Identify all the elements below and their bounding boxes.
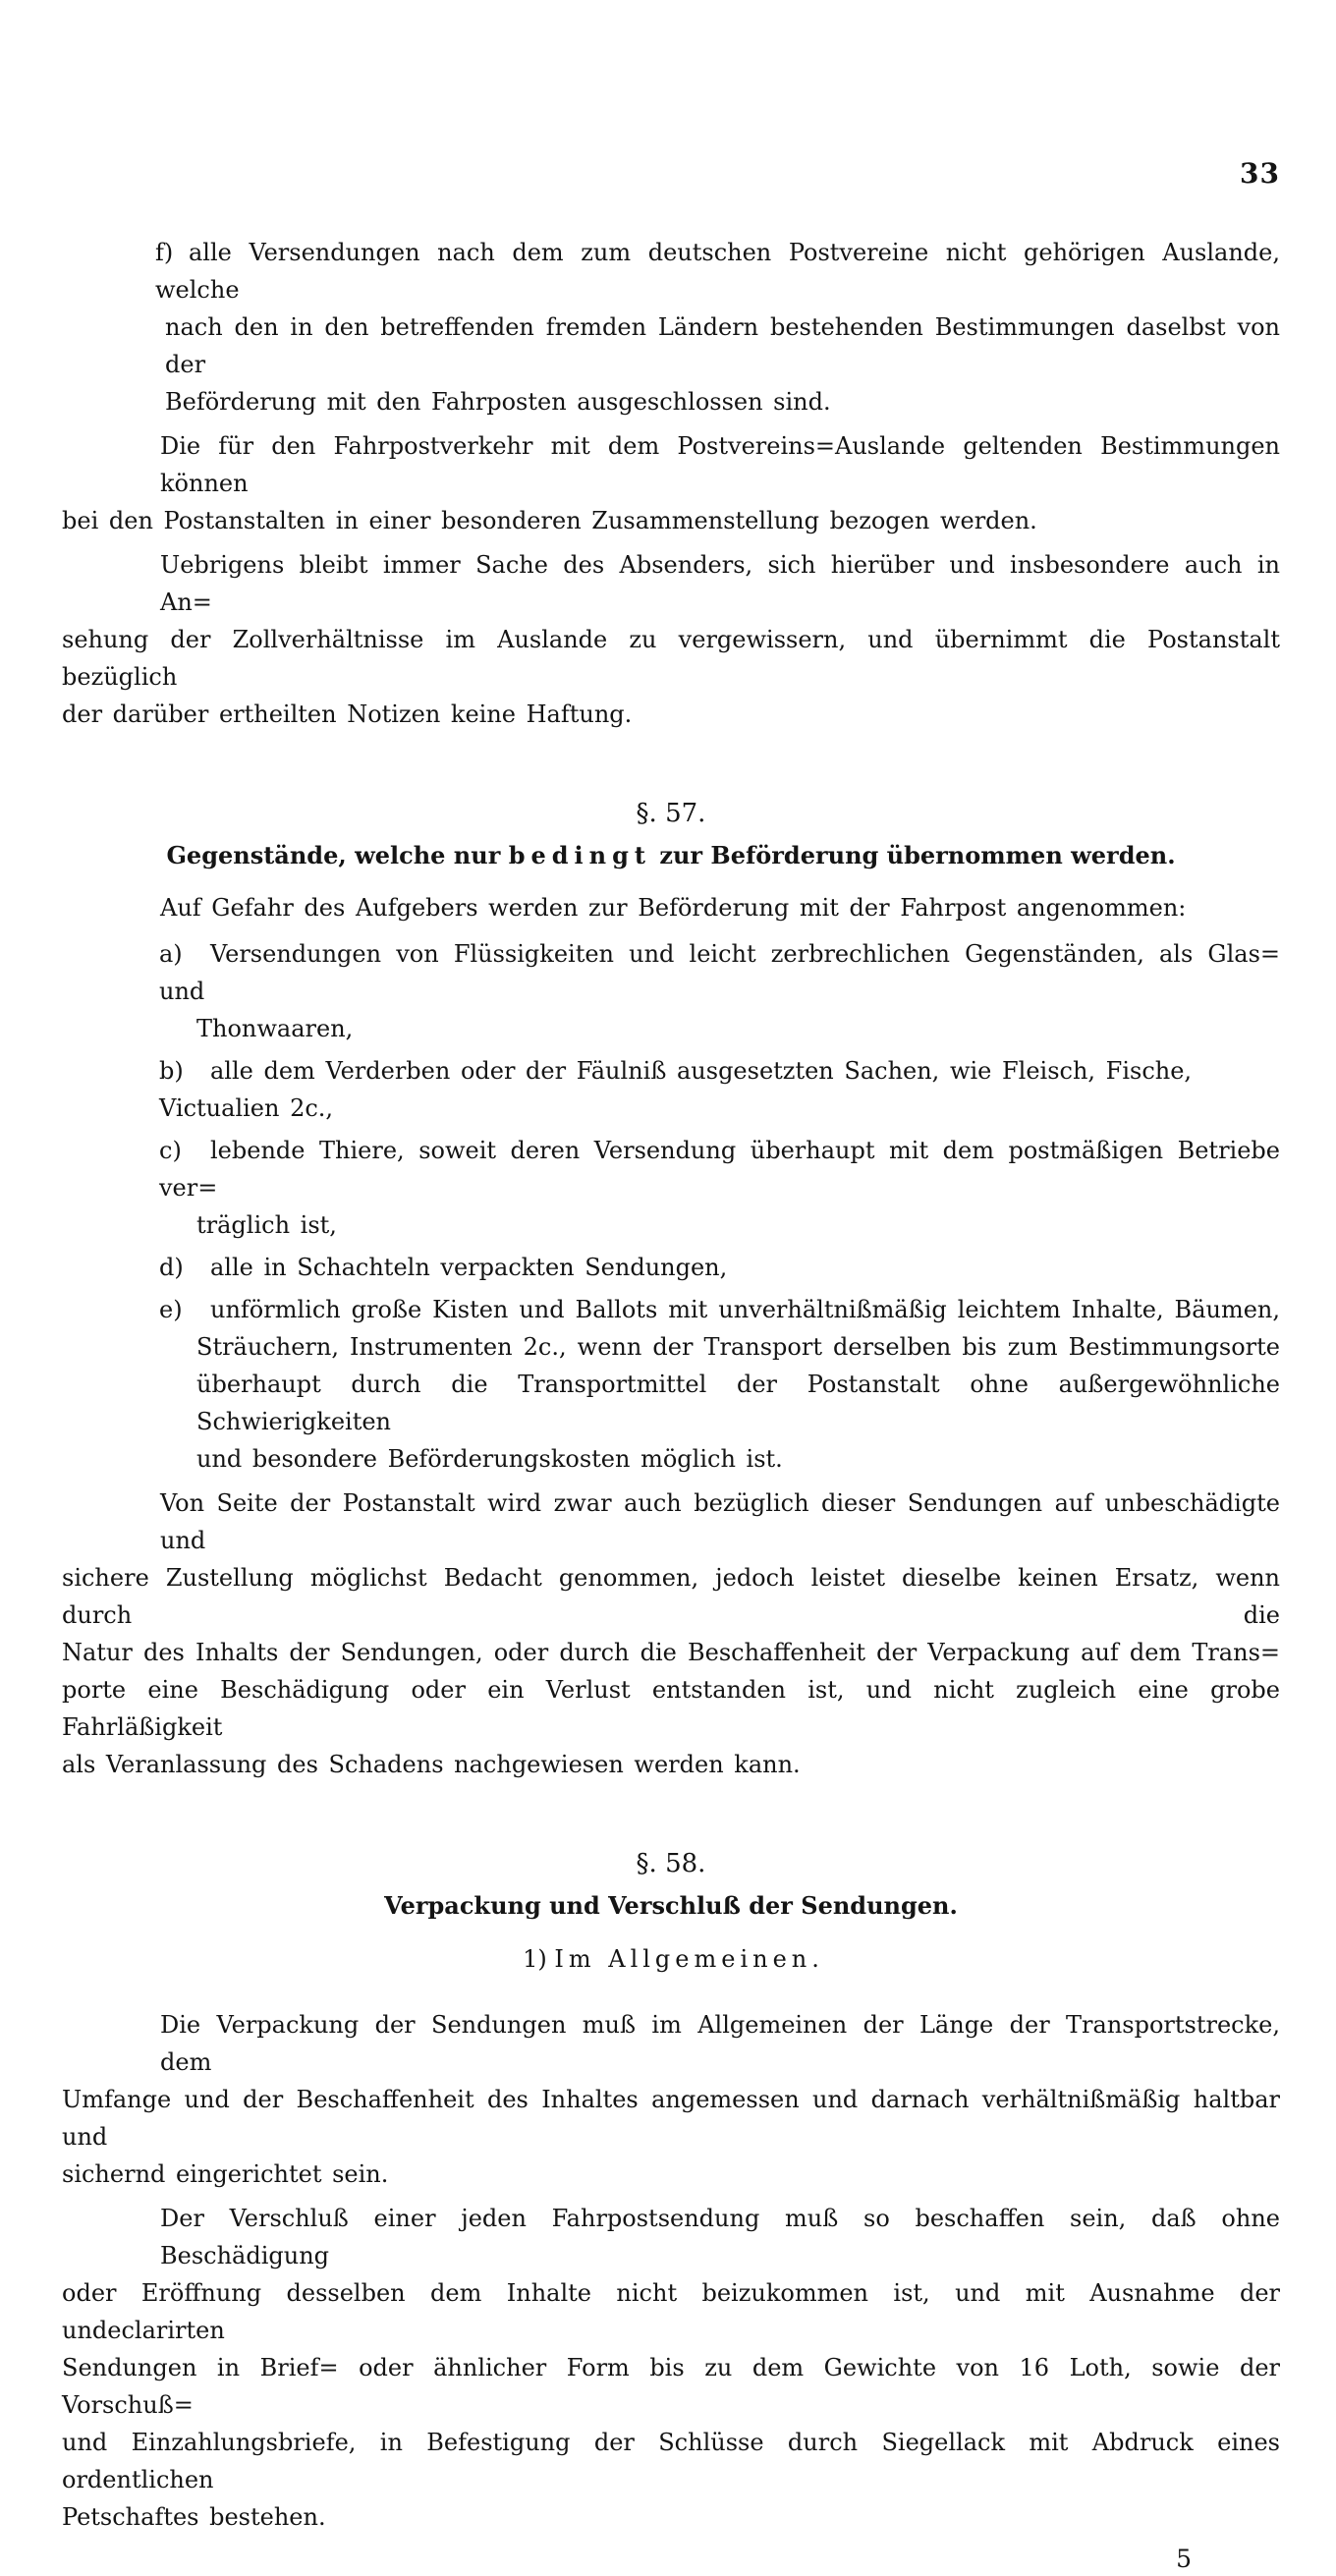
text-line: Sendungen in Brief= oder ähnlicher Form bis zu dem Gewichte von 16 Loth, sowie der Vorschuß= [62,2354,1280,2419]
text-line: oder Eröffnung desselben dem Inhalte nicht beizukommen ist, und mit Ausnahme der undeclarirten [62,2279,1280,2344]
text-line: Auf Gefahr des Aufgebers werden zur Beförderung mit der Fahrpost angenommen: [160,894,1187,922]
paragraph-verschluss [62,2200,1280,2536]
text-line: a) Versendungen von Flüssigkeiten und leicht zerbrechlichen Gegenständen, als Glas= und [62,935,1280,1010]
text-line: e) unförmlich große Kisten und Ballots mit unverhältnißmäßig leichtem Inhalte, Bäumen, [62,1291,1280,1328]
text-line: d) alle in Schachteln verpackten Sendungen, [62,1249,1280,1286]
paragraph-fahrpostverkehr [62,427,1280,539]
section-58-number: §. 58. [636,1849,706,1878]
section-58-subtitle [62,1939,1280,1979]
text-line: und Einzahlungsbriefe, in Befestigung der Schlüsse durch Siegellack mit Abdruck eines ordentlichen [62,2429,1280,2493]
paragraph-verpackung [62,2006,1280,2193]
signature-mark: 5 [1176,2545,1192,2573]
page-header [62,0,1280,191]
text-line: porte eine Beschädigung oder ein Verlust entstanden ist, und nicht zugleich eine grobe Fahrläßigkeit [62,1676,1280,1741]
spaced-text: bedingt [508,841,651,869]
text-line: Thonwaaren, [196,1015,354,1042]
text-line: nach den in den betreffenden fremden Ländern bestehenden Bestimmungen daselbst von der [165,313,1280,378]
title-text: 1) [523,1945,555,1973]
section-57-title [62,836,1280,875]
title-text: Gegenstände, welche nur [166,841,509,869]
paragraph-auf-gefahr [62,889,1280,926]
text-line: Umfange und der Beschaffenheit des Inhaltes angemessen und darnach verhältnißmäßig haltbar und [62,2086,1280,2151]
page-footer [62,2543,1280,2576]
text-line: Die für den Fahrpostverkehr mit dem Postvereins=Auslande geltenden Bestimmungen können [160,432,1280,497]
text-line: sehung der Zollverhältnisse im Auslande zu vergewissern, und übernimmt die Postanstalt bezüglich [62,626,1280,691]
text-line: Beförderung mit den Fahrposten ausgeschlossen sind. [165,388,831,416]
text-line: b) alle dem Verderben oder der Fäulniß ausgesetzten Sachen, wie Fleisch, Fische, Victualien 2c., [62,1052,1280,1127]
text-line: Sträuchern, Instrumenten 2c., wenn der Transport derselben bis zum Bestimmungsorte [196,1333,1280,1361]
item-marker: d) [159,1254,184,1281]
section-58-title [62,1886,1280,1926]
paragraph-von-seite [62,1484,1280,1783]
text-line: Natur des Inhalts der Sendungen, oder durch die Beschaffenheit der Verpackung auf dem Trans= [62,1639,1280,1666]
item-marker: c) [159,1137,182,1164]
text-line: der darüber ertheilten Notizen keine Haftung. [62,700,633,728]
paragraph-uebrigens [62,546,1280,733]
text-line: Die Verpackung der Sendungen muß im Allgemeinen der Länge der Transportstrecke, dem [160,2011,1280,2076]
body-text [62,234,1280,2536]
section-57-number: §. 57. [636,799,706,828]
text-line: Von Seite der Postanstalt wird zwar auch bezüglich dieser Sendungen auf unbeschädigte und [160,1489,1280,1554]
item-marker: b) [159,1057,184,1085]
item-marker: f) [155,239,174,266]
text-line: Uebrigens bleibt immer Sache des Absenders, sich hierüber und insbesondere auch in An= [160,551,1280,616]
text-line: sichere Zustellung möglichst Bedacht genommen, jedoch leistet dieselbe keinen Ersatz, wenn durch die [62,1564,1280,1629]
title-text: Verpackung und Verschluß der Sendungen. [384,1891,958,1920]
title-text: zur Beförderung übernommen werden. [650,841,1176,869]
list-item-f [62,234,1280,420]
title-text: . [811,1945,819,1973]
text-line: Der Verschluß einer jeden Fahrpostsendung muß so beschaffen sein, daß ohne Beschädigung [160,2205,1280,2269]
list-item-d [62,1249,1280,1286]
page-number: 33 [1240,157,1280,190]
list-item-c [62,1132,1280,1244]
text-line: überhaupt durch die Transportmittel der Postanstalt ohne außergewöhnliche Schwierigkeiten [196,1371,1280,1435]
list-item-a [62,935,1280,1047]
text-line: und besondere Beförderungskosten möglich ist. [196,1445,783,1473]
text-line: bei den Postanstalten in einer besonderen Zusammenstellung bezogen werden. [62,507,1037,534]
text-line: träglich ist, [196,1211,337,1239]
text-line: f) alle Versendungen nach dem zum deutschen Postvereine nicht gehörigen Auslande, welche [62,234,1280,308]
text-line: sichernd eingerichtet sein. [62,2160,389,2188]
text-line: als Veranlassung des Schadens nachgewiesen werden kann. [62,1751,801,1778]
text-line: c) lebende Thiere, soweit deren Versendung überhaupt mit dem postmäßigen Betriebe ver= [62,1132,1280,1206]
list-item-e [62,1291,1280,1478]
list-item-b [62,1052,1280,1127]
spaced-text: Im Allgemeinen [554,1945,812,1973]
item-marker: e) [159,1296,183,1323]
item-marker: a) [159,940,183,968]
text-line: Petschaftes bestehen. [62,2503,326,2531]
